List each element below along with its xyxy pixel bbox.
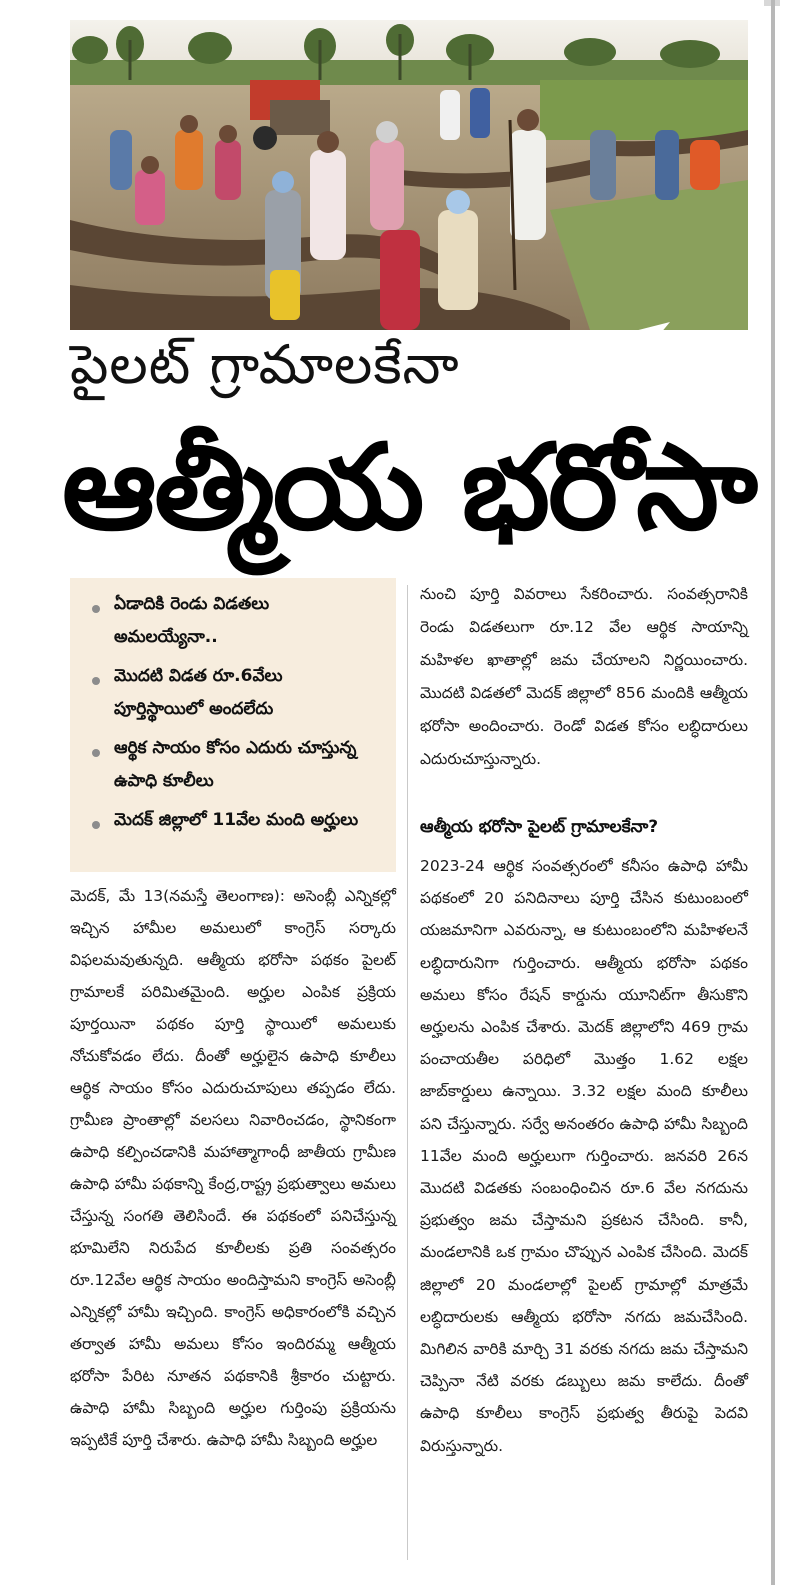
highlights-box <box>70 578 396 872</box>
headline-kicker: పైలట్ గ్రామాలకేనా <box>70 333 460 396</box>
article-photo <box>70 20 748 330</box>
bullet-icon <box>92 677 100 685</box>
highlight-text: మెదక్ జిల్లాలో 11వేల మంది అర్హులు <box>114 810 359 830</box>
article-body-right-top: నుంచి పూర్తి వివరాలు సేకరించారు. సంవత్సరానికి రెండు విడతలుగా రూ.12 వేల ఆర్థిక సాయాన్ని మహిళల ఖాతాల్లో జమ చేయాలని నిర్ణయించారు. మొదటి విడతలో మెదక్ జిల్లాలో 856 మందికి ఆత్మీయ భరోసా అందించారు. రెండో విడత కోసం లబ్ధిదారులు ఎదురుచూస్తున్నారు. <box>420 585 748 768</box>
article-body-right-bottom: 2023-24 ఆర్థిక సంవత్సరంలో కనీసం ఉపాధి హామీ పథకంలో 20 పనిదినాలు పూర్తి చేసిన కుటుంబంలో యజమానిగా ఎవరున్నా, ఆ కుటుంబంలోని మహిళలనే లబ్ధిదారునిగా గుర్తించారు. ఆత్మీయ భరోసా పథకం అమలు కోసం రేషన్ కార్డును యూనిట్‌గా తీసుకొని అర్హులను ఎంపిక చేశారు. మెదక్ జిల్లాలోని 469 గ్రామ పంచాయతీల పరిధిలో మొత్తం 1.62 లక్షల జాబ్‌కార్డులు ఉన్నాయి. 3.32 లక్షల మంది కూలీలు పని చేస్తున్నారు. సర్వే అనంతరం ఉపాధి హామీ సిబ్బంది 11వేల మంది అర్హులుగా గుర్తించారు. జనవరి 26న మొదటి విడతకు సంబంధించిన రూ.6 వేల నగదును ప్రభుత్వం జమ చేస్తామని ప్రకటన చేసింది. కానీ, మండలానికి ఒక గ్రామం చొప్పున ఎంపిక చేసింది. మెదక్ జిల్లాలో 20 మండలాల్లో పైలట్ గ్రామాల్లో మాత్రమే లబ్ధిదారులకు ఆత్మీయ భరోసా నగదు జమచేసింది. మిగిలిన వారికి మార్చి 31 వరకు నగదు జమ చేస్తామని చెప్పినా నేటి వరకు డబ్బులు జమ కాలేదు. దీంతో ఉపాధి కూలీలు కాంగ్రెస్ ప్రభుత్వ తీరుపై పెదవి విరుస్తున్నారు. <box>420 857 748 1455</box>
page-edge-rule <box>771 0 775 1585</box>
bullet-icon <box>92 821 100 829</box>
highlight-item <box>92 588 382 654</box>
bullet-icon <box>92 749 100 757</box>
headline-main: ఆత్మీయ భరోసా <box>62 418 756 556</box>
highlight-text: ఏడాదికి రెండు విడతలు అమలయ్యేనా.. <box>114 594 270 647</box>
highlight-item <box>92 732 382 798</box>
highlight-item <box>92 804 382 837</box>
highlight-text: మొదటి విడత రూ.6వేలు పూర్తిస్థాయిలో అందలేదు <box>114 666 283 719</box>
highlight-item <box>92 660 382 726</box>
workers-digging-field-photo <box>70 20 748 330</box>
article-subheading: ఆత్మీయ భరోసా పైలట్ గ్రామాలకేనా? <box>420 817 659 837</box>
bullet-icon <box>92 605 100 613</box>
article-body-left: మెదక్, మే 13(నమస్తే తెలంగాణ): అసెంబ్లీ ఎన్నికల్లో ఇచ్చిన హామీల అమలులో కాంగ్రెస్ సర్కారు విఫలమవుతున్నది. ఆత్మీయ భరోసా పథకం పైలట్ గ్రామాలకే పరిమితమైంది. అర్హుల ఎంపిక ప్రక్రియ పూర్తయినా పథకం పూర్తి స్థాయిలో అమలుకు నోచుకోవడం లేదు. దీంతో అర్హులైన ఉపాధి కూలీలు ఆర్థిక సాయం కోసం ఎదురుచూపులు తప్పడం లేదు. గ్రామీణ ప్రాంతాల్లో వలసలు నివారించడం, స్థానికంగా ఉపాధి కల్పించడానికి మహాత్మాగాంధీ జాతీయ గ్రామీణ ఉపాధి హామీ పథకాన్ని కేంద్ర,రాష్ట్ర ప్రభుత్వాలు అమలు చేస్తున్న సంగతి తెలిసిందే. ఈ పథకంలో పనిచేస్తున్న భూమిలేని నిరుపేద కూలీలకు ప్రతి సంవత్సరం రూ.12వేల ఆర్థిక సాయం అందిస్తామని కాంగ్రెస్ అసెంబ్లీ ఎన్నికల్లో హామీ ఇచ్చింది. కాంగ్రెస్ అధికారంలోకి వచ్చిన తర్వాత హామీ అమలు కోసం ఇందిరమ్మ ఆత్మీయ భరోసా పేరిట నూతన పథకానికి శ్రీకారం చుట్టారు. ఉపాధి హామీ సిబ్బంది అర్హుల గుర్తింపు ప్రక్రియను ఇప్పటికే పూర్తి చేశారు. ఉపాధి హామీ సిబ్బంది అర్హుల <box>70 887 396 1449</box>
highlight-text: ఆర్థిక సాయం కోసం ఎదురు చూస్తున్న ఉపాధి కూలీలు <box>114 738 357 791</box>
column-divider <box>407 585 408 1560</box>
